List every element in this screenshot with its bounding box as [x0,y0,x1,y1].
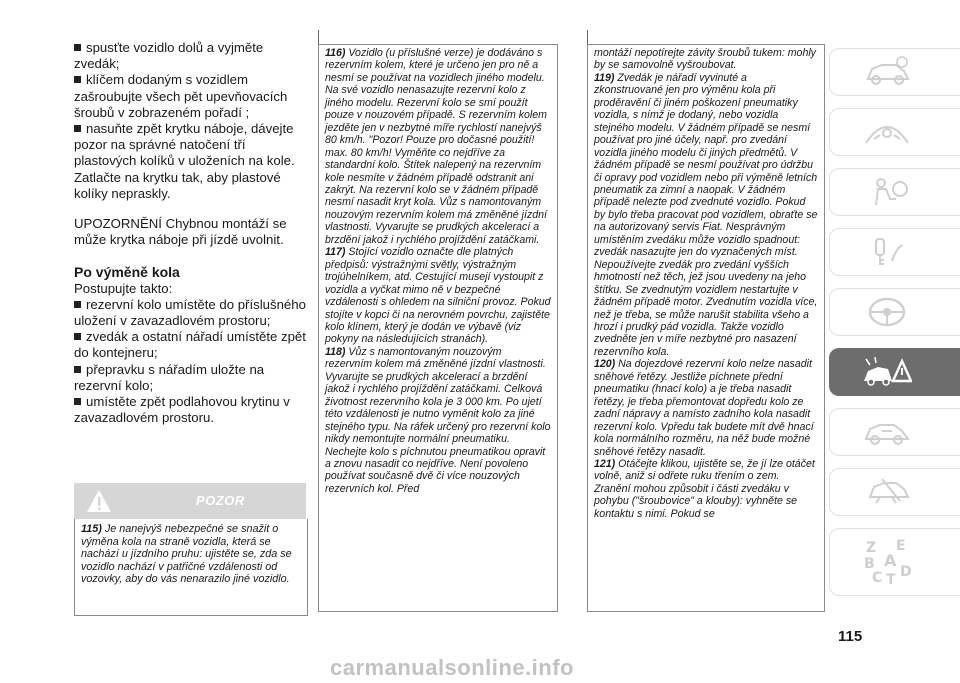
tab-dashboard[interactable] [829,108,960,156]
tab-index[interactable] [829,528,960,596]
steering-wheel-icon [862,295,912,329]
index-letters-icon [862,535,912,587]
tab-maintenance[interactable] [829,408,960,456]
note-text: Vůz s namontovaným nouzovým rezervním kolem má změněné jízdní vlastnosti. Vyvarujte se prudkých akcelerací a brzdění jakož i rychlého projíždění zatáčkami. Celková životnost rezervního kola je 3 000 km. Po ujetí této vzdálenosti je nutno vyměnit kolo za jiné stejného typu. Na ráfek určený pro rezervní kolo nikdy nemontujte normální pneumatiku. Nechejte kolo s píchnutou pneumatikou opravit a znovu nasadit co nejdříve. Není povoleno používat současně dvě či více nouzových rezervních kol. Před [325,345,551,495]
step-store-tool-box: přepravku s nářadím uložte na rezervní kolo; [74,362,306,394]
note-121 [594,458,818,520]
note-118 [325,346,551,495]
box-tick [587,30,588,44]
note-text: Stojící vozidlo označte dle platných předpisů: výstražnými světly, výstražným trojúhelníkem, atd. Cestující musejí vystoupit z vozidla a vyčkat mimo ně v bezpečné vzdálenosti s ohledem na silniční provoz. Pokud stojíte v kopci či na nerovném povrchu, zajistěte kolo klínem, který je dodán ve výbavě (viz pokyny na následujících stranách). [325,246,551,346]
section-heading: Po výměně kola [74,264,180,281]
warning-title: POZOR [196,493,245,508]
index-letter: E [896,538,906,554]
emergency-car-icon [862,355,912,389]
index-letter: C [872,570,883,586]
index-letter: A [884,551,897,570]
note-number: 121) [594,457,616,470]
tab-driving[interactable] [829,288,960,336]
section-intro: Postupujte takto: [74,280,173,296]
note-text: montáží nepotírejte závity šroubů tukem: mohly by se samovolně vyšroubovat. [594,47,816,72]
index-letter: T [886,572,896,587]
step-refit-floor-cover: umístěte zpět podlahovou krytinu v zavazadlovém prostoru. [74,394,306,426]
note-116 [325,47,551,246]
warning-note [74,519,308,616]
technical-data-icon [862,475,912,509]
note-text: Otáčejte klikou, ujistěte se, že jí lze otáčet volně, aniž si odřete ruku třením o zem. Zranění mohou způsobit i části zvedáku v pohybu ("šroubovice" a klouby): vyhněte se kontaktu s nimi. Pokud se [594,457,815,520]
note-117 [325,246,551,346]
tab-starting[interactable] [829,228,960,276]
caution-text: UPOZORNĚNÍ Chybnou montáží se může krytka náboje při jízdě uvolnit. [74,216,287,248]
note-number: 120) [594,358,616,371]
index-letter: Z [866,540,877,556]
tab-emergency[interactable] [829,348,960,396]
note-text: Je nanejvýš nebezpečné se snažit o výměna kola na straně vozidla, která se nachází u jízdního pruhu: ujistěte se, zda se vozidlo nachází v patřičné vzdálenosti od vozovky, aby do vás nenarazilo jiné vozidlo. [81,523,292,586]
car-info-icon [862,55,912,89]
note-continuation [594,47,818,72]
page-number: 115 [838,628,863,645]
step-store-wheel: rezervní kolo umístěte do příslušného uložení v zavazadlovém prostoru; [74,296,306,329]
step-lower-vehicle: spusťte vozidlo dolů a vyjměte zvedák; [74,40,306,72]
tab-technical-data[interactable] [829,468,960,516]
box-tick [318,30,319,44]
warning-header [74,483,306,519]
note-text: Vozidlo (u příslušné verze) je dodáváno s rezervním kolem, které je určeno jen pro ně a nesmí se používat na vozidlech jiného modelu. Na své vozidlo nenasazujte rezervní kolo z jiného modelu. Rezervní kolo se smí použít pouze v nouzovém případě. S rezervním kolem jezděte jen v nezbytné míře rychlostí nanejvýš 80 km/h. "Pozor! Pouze pro dočasné použití! max. 80 km/h! Vyměňte co nejdříve za standardní kolo. Štítek nalepený na rezervním kole nesmíte v žádném případě odstranit ani zakrýt. Na rezervní kolo se v žádném případě nesmí nasadit kryt kola. Vůz s namontovaným nouzovým rezervním kolem má změněné jízdní vlastnosti. Vyvarujte se prudkých akcelerací a brzdění jakož i rychlého projíždění zatáčkami. [325,47,547,246]
maintenance-car-icon [862,415,912,449]
step-tighten-bolts: klíčem dodaným s vozidlem zašroubujte všech pět upevňovacích šroubů v zobrazeném pořadí ; [74,72,306,121]
notes-box-right [587,44,825,612]
tab-safety[interactable] [829,168,960,216]
chapter-tabs [829,48,960,608]
note-120 [594,358,818,458]
note-number: 119) [594,71,615,84]
note-text: Na dojezdové rezervní kolo nelze nasadit sněhové řetězy. Jestliže píchnete přední pneumatiku (hnací kolo) a je třeba nasadit řetězy, je třeba přemontovat dopředu kolo ze zadní nápravy a namísto zadního kola nasadit rezervní kolo. Vpředu tak budete mít dvě hnací kola normálního rozměru, na něž bude možné sněhové řetězy nasadit. [594,358,814,458]
tab-car-info[interactable] [829,48,960,96]
airbag-safety-icon [862,175,912,209]
dashboard-lights-icon [862,115,912,149]
note-number: 117) [325,246,346,259]
notes-box-left [318,44,558,612]
key-start-icon [862,235,912,269]
main-text-column [74,40,306,426]
step-store-jack: zvedák a ostatní nářadí umístěte zpět do kontejneru; [74,329,306,361]
index-letter: B [864,556,875,572]
note-number: 116) [325,47,346,59]
warning-triangle-icon [86,488,112,514]
note-119 [594,72,818,358]
index-letter: D [900,564,912,580]
note-number: 118) [325,345,346,358]
watermark: carmanualsonline.info [330,655,574,680]
step-refit-hub-cap: nasuňte zpět krytku náboje, dávejte pozor na správné natočení tří plastových kolíků v uloženích na kole. Zatlačte na krytku tak, aby plastové kolíky nepraskly. [74,121,306,202]
note-number: 115) [81,523,102,535]
note-text: Zvedák je nářadí vyvinuté a zkonstruované jen pro výměnu kola při proděravění či jiném poškození pneumatiky vozidla, s nímž je dodaný, nebo vozidla stejného modelu. V žádném případě se nesmí používat pro jiné účely, např. pro zvedání vozidla jiného modelu či jiných předmětů. V žádném případě se nesmí používat pro údržbu či opravy pod vozidlem nebo při výměně letních pneumatik za zimní a naopak. V žádném případě nelezte pod zvednuté vozidlo. Pokud by bylo třeba pracovat pod vozidlem, obraťte se na autorizovaný servis Fiat. Nesprávným umístěním zvedáku může vozidlo spadnout: zvedák nasazujte jen do vyznačených míst. Nepoužívejte zvedák pro zvedání vyšších hmotností než těch, jež jsou uvedeny na jeho štítku. Se zvednutým vozidlem nestartujte v žádném případě motor. Zvednutím vozidla více, než je třeba, se může narušit stabilita všeho a hrozí i prudký pád vozidla. Takže vozidlo zvedněte jen v míře nezbytné pro nasazení rezervního kola. [594,71,818,358]
